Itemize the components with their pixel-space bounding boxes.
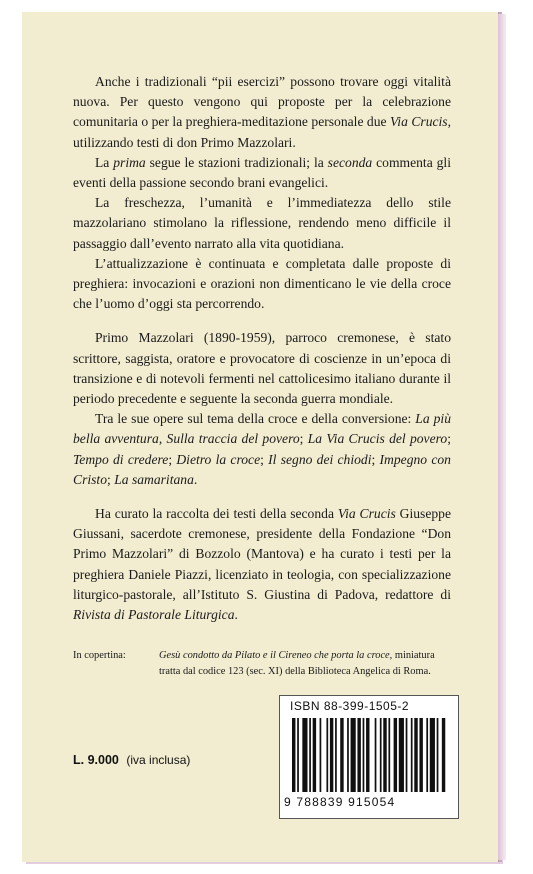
- barcode-bar: [406, 718, 408, 792]
- barcode-bar: [394, 718, 397, 792]
- barcode-bar: [375, 718, 377, 792]
- paragraph: Primo Mazzolari (1890-1959), parroco cremonese, è stato scrittore, saggista, oratore e provocatore di coscienze in un’epoca di transizione e di notevoli fermenti nel cattolicesimo italiano durante il periodo precedente e seguente la seconda guerra mondiale.: [73, 330, 451, 407]
- barcode-bar: [302, 718, 307, 792]
- barcode-bar: [326, 718, 328, 792]
- barcode-graphic: [292, 718, 447, 792]
- barcode-bar: [292, 718, 295, 792]
- barcode-bar: [388, 718, 390, 792]
- barcode-bar: [383, 718, 386, 792]
- price-amount: L. 9.000: [73, 753, 119, 767]
- paragraph: Anche i tradizionali “pii esercizi” possono trovare oggi vitalità nuova. Per questo vengono qui proposte per la celebrazione comunitaria o per la preghiera-meditazione personale due Via Crucis, utilizzando testi di don Primo Mazzolari.: [73, 74, 451, 150]
- barcode-bar: [340, 718, 343, 792]
- editors-section: [73, 504, 451, 625]
- intro-section: [73, 72, 451, 314]
- barcode-bar: [357, 718, 360, 792]
- barcode-bar: [430, 718, 435, 792]
- barcode-bar: [297, 718, 299, 792]
- barcode-bar: [309, 718, 311, 792]
- paragraph: La freschezza, l’umanità e l’immediatezza dello stile mazzolariano stimolano la riflessione, rendendo meno difficile il passaggio dall’evento narrato alla vita quotidiana.: [73, 195, 451, 251]
- barcode-bar: [351, 718, 356, 792]
- paragraph: Tra le sue opere sul tema della croce e della conversione: La più bella avventura, Sulla traccia del povero; La Via Crucis del povero; Tempo di credere; Dietro la croce; Il segno dei chiodi; Impegno con Cristo; La samaritana.: [73, 411, 451, 487]
- page-edge: [498, 14, 506, 860]
- barcode-box: [279, 695, 459, 819]
- barcode-bar: [419, 718, 422, 792]
- barcode-bar: [437, 718, 439, 792]
- cover-credit-label: In copertina:: [73, 650, 126, 661]
- barcode-bar: [426, 718, 428, 792]
- cover-credit: [73, 648, 453, 680]
- price: [73, 753, 190, 767]
- barcode-bar: [366, 718, 369, 792]
- barcode-bar: [414, 718, 417, 792]
- paragraph: La prima segue le stazioni tradizionali; la seconda commenta gli eventi della passione secondo brani evangelici.: [73, 154, 451, 191]
- author-section: [73, 328, 451, 490]
- paragraph: L’attualizzazione è continuata e completata dalle proposte di preghiera: invocazioni e orazioni non dimenticano le vie della croce che l’uomo d’oggi sta percorrendo.: [73, 255, 451, 312]
- barcode-bar: [313, 718, 316, 792]
- blurb: [73, 72, 451, 625]
- barcode-bar: [411, 718, 413, 792]
- price-note: (iva inclusa): [126, 753, 191, 767]
- barcode-bar: [399, 718, 404, 792]
- barcode-bar: [380, 718, 382, 792]
- barcode-bar: [335, 718, 337, 792]
- barcode-bar: [442, 718, 445, 792]
- barcode-bar: [347, 718, 349, 792]
- isbn-text: ISBN 88-399-1505-2: [290, 699, 410, 713]
- cover-credit-line1: Gesù condotto da Pilato e il Cireneo che porta la croce, miniatura: [159, 650, 435, 661]
- barcode-bar: [363, 718, 365, 792]
- ean-number: 9 788839 915054: [284, 795, 396, 809]
- barcode-bar: [330, 718, 333, 792]
- barcode-bar: [320, 718, 322, 792]
- paragraph: Ha curato la raccolta dei testi della seconda Via Crucis Giuseppe Giussani, sacerdote cremonese, presidente della Fondazione “Don Primo Mazzolari” di Bozzolo (Mantova) e ha curato i testi per la preghiera Daniele Piazzi, licenziato in teologia, con specializzazione liturgico-pastorale, all’Istituto S. Giustina di Padova, redattore di Rivista di Pastorale Liturgica.: [73, 506, 451, 623]
- cover-credit-line2: tratta dal codice 123 (sec. XI) della Biblioteca Angelica di Roma.: [159, 666, 431, 677]
